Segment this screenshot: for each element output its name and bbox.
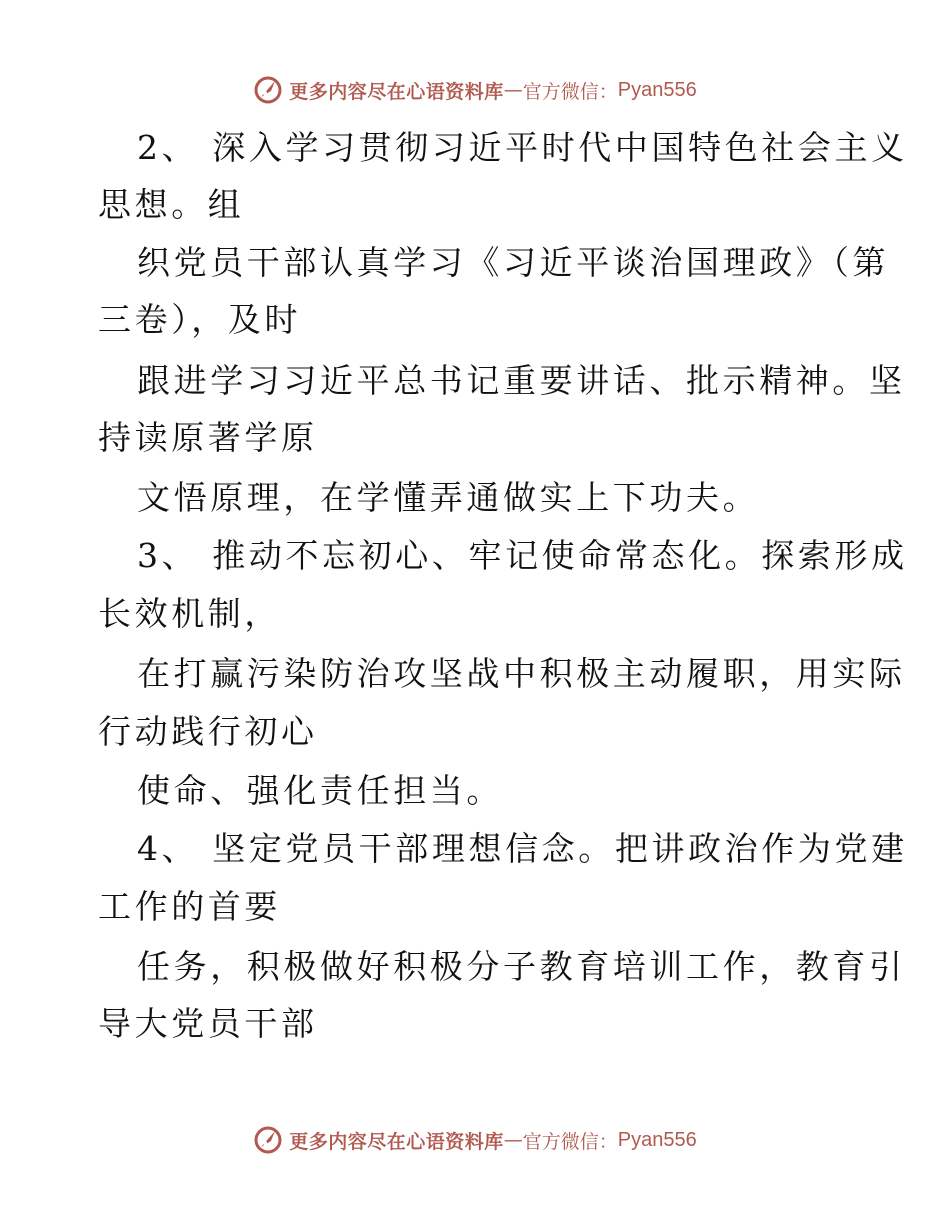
body-line: 思想。组 <box>98 185 245 224</box>
body-line: 工作的首要 <box>98 887 281 926</box>
body-line: 长效机制， <box>98 594 281 633</box>
body-line: 持读原著学原 <box>98 418 318 457</box>
quill-logo-icon <box>253 1125 283 1155</box>
body-line: 导大党员干部 <box>98 1004 318 1043</box>
watermark-label: 官方微信： <box>522 1130 618 1153</box>
footer-watermark <box>0 1122 950 1158</box>
body-line: 2、 深入学习贯彻习近平时代中国特色社会主义 <box>137 128 908 167</box>
watermark-wechat-id: Pyan556 <box>617 78 697 101</box>
body-line: 任务，积极做好积极分子教育培训工作，教育引 <box>137 947 906 986</box>
body-line: 在打赢污染防治攻坚战中积极主动履职，用实际 <box>137 654 906 693</box>
watermark-dash: — <box>503 79 523 101</box>
watermark-dash: — <box>503 1129 523 1151</box>
body-line: 跟进学习习近平总书记重要讲话、批示精神。坚 <box>137 361 906 400</box>
body-line: 文悟原理，在学懂弄通做实上下功夫。 <box>137 478 760 517</box>
watermark-text: 更多内容尽在心语资料库 <box>289 80 504 103</box>
body-line: 三卷），及时 <box>98 300 302 339</box>
body-line: 使命、强化责任担当。 <box>137 771 503 810</box>
body-line: 3、 推动不忘初心、牢记使命常态化。探索形成 <box>137 536 908 575</box>
header-watermark <box>0 72 950 108</box>
body-line: 4、 坚定党员干部理想信念。把讲政治作为党建 <box>137 829 908 868</box>
watermark-label: 官方微信： <box>522 80 618 103</box>
body-line: 织党员干部认真学习《习近平谈治国理政》（第 <box>137 243 890 282</box>
watermark-wechat-id: Pyan556 <box>617 1128 697 1151</box>
quill-logo-icon <box>253 75 283 105</box>
watermark-text: 更多内容尽在心语资料库 <box>289 1130 504 1153</box>
body-line: 行动践行初心 <box>98 712 318 751</box>
